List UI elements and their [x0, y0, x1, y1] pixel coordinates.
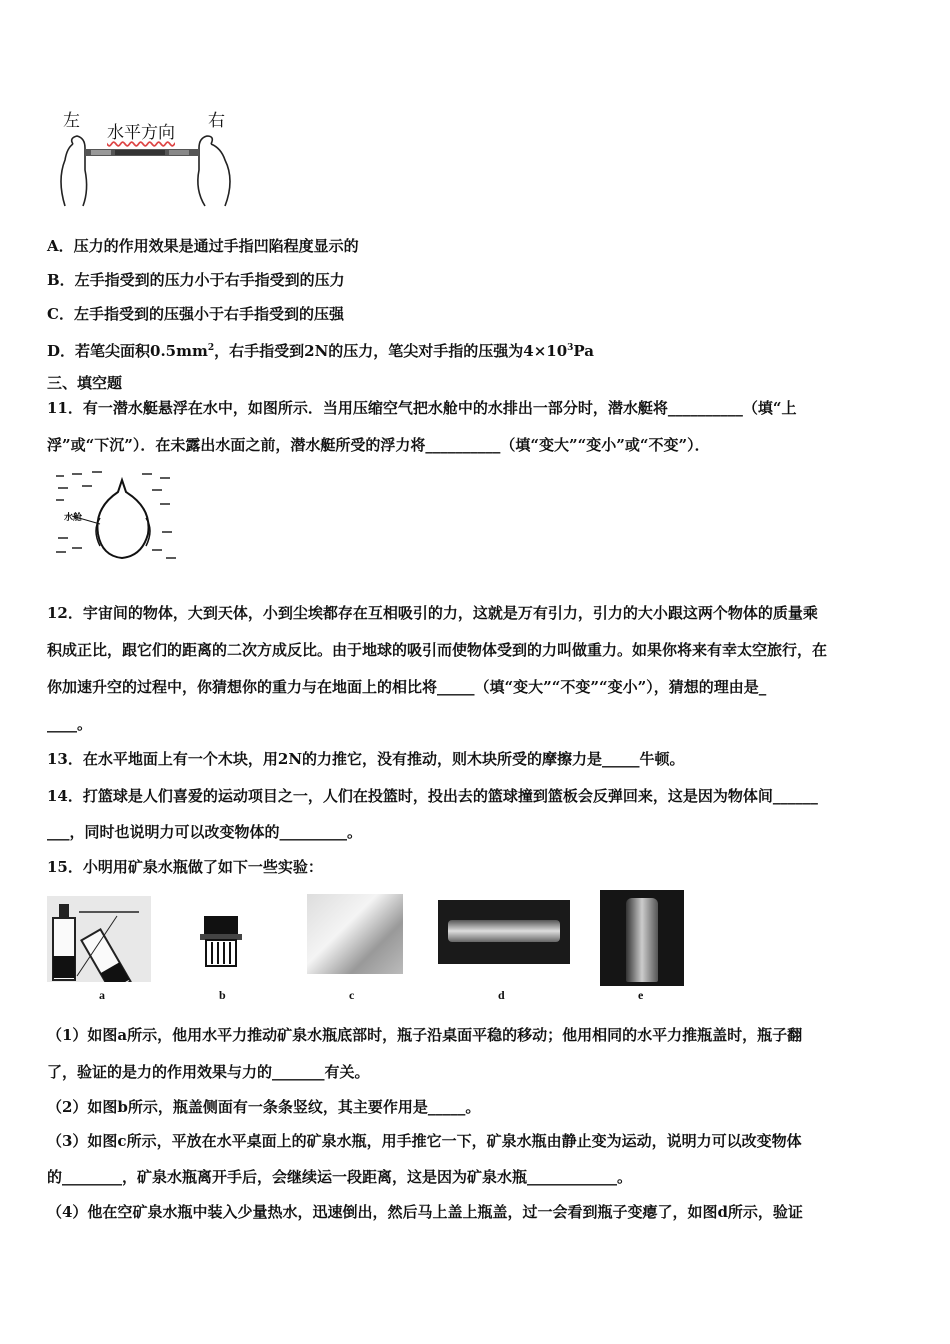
option-b: B．左手指受到的压力小于右手指受到的压力: [47, 271, 345, 289]
water-tank-label: 水舱: [64, 513, 83, 523]
section-title: 三、填空题: [47, 374, 123, 392]
q14-line1: 14．打篮球是人们喜爱的运动项目之一，人们在投篮时，投出去的篮球撞到篮板会反弹回来，这是因为物体间______: [47, 787, 818, 805]
bottle-push-drawing: [47, 896, 151, 982]
q15-p2: （2）如图b所示，瓶盖侧面有一条条竖纹，其主要作用是_____。: [47, 1098, 481, 1116]
option-c: C．左手指受到的压强小于右手指受到的压强: [47, 305, 344, 323]
photo-c: [307, 894, 403, 974]
q12-line2: 积成正比，跟它们的距离的二次方成反比。由于地球的吸引而使物体受到的力叫做重力。如果你将来有幸太空旅行，在: [47, 641, 828, 659]
q15-p1-line1: （1）如图a所示，他用水平力推动矿泉水瓶底部时，瓶子沿桌面平稳的移动；他用相同的水平力推瓶盖时，瓶子翻: [47, 1026, 803, 1044]
pencil-hands-drawing: [55, 100, 245, 210]
q15-p3-line1: （3）如图c所示，平放在水平桌面上的矿泉水瓶，用手推它一下，矿泉水瓶由静止变为运动，说明力可以改变物体: [47, 1132, 802, 1150]
q12-line1: 12．宇宙间的物体，大到天体，小到尘埃都存在互相吸引的力，这就是万有引力，引力的大小跟这两个物体的质量乘: [47, 604, 818, 622]
photo-a: [47, 896, 151, 982]
label-left: 左: [63, 111, 80, 131]
caption-b: b: [219, 988, 226, 1002]
q12-line4: ____。: [47, 715, 93, 733]
q11-line2: 浮”或“下沉”）．在未露出水面之前，潜水艇所受的浮力将__________（填“变大”“变小”或“不变”）．: [47, 436, 710, 454]
q12-line3: 你加速升空的过程中，你猜想你的重力与在地面上的相比将_____（填“变大”“不变”“变小”），猜想的理由是_: [47, 678, 767, 696]
photo-e: [600, 890, 684, 986]
caption-c: c: [349, 988, 355, 1002]
q11-line1: 11．有一潜水艇悬浮在水中，如图所示．当用压缩空气把水舱中的水排出一部分时，潜水艇将__________（填“上: [47, 399, 797, 417]
q15-p3-line2: 的________，矿泉水瓶离开手后，会继续运一段距离，这是因为矿泉水瓶____________。: [47, 1168, 633, 1186]
label-right: 右: [208, 111, 225, 131]
option-a: A．压力的作用效果是通过手指凹陷程度显示的: [47, 237, 359, 255]
submarine-figure: [52, 468, 182, 563]
bottle-cap-drawing: [196, 910, 246, 976]
q13: 13．在水平地面上有一个木块，用2N的力推它，没有推动，则木块所受的摩擦力是_____牛顿。: [47, 750, 685, 768]
photo-b: [196, 910, 246, 976]
pencil-figure: [55, 100, 245, 210]
q14-line2: ___，同时也说明力可以改变物体的_________。: [47, 823, 363, 841]
label-direction: 水平方向: [107, 123, 175, 143]
caption-e: e: [638, 988, 644, 1002]
q15-p1-line2: 了，验证的是力的作用效果与力的_______有关。: [47, 1063, 370, 1081]
q15-intro: 15．小明用矿泉水瓶做了如下一些实验：: [47, 858, 323, 876]
photo-d: [438, 900, 570, 964]
caption-d: d: [498, 988, 505, 1002]
caption-a: a: [99, 988, 105, 1002]
q15-p4-line1: （4）他在空矿泉水瓶中装入少量热水，迅速倒出，然后马上盖上瓶盖，过一会看到瓶子变瘪了，如图d所示，验证: [47, 1203, 803, 1221]
option-d: D．若笔尖面积$0.5mm^2$，右手指受到2N的压力，笔尖对手指的压强为$4\times 10^3Pa$: [47, 342, 595, 360]
